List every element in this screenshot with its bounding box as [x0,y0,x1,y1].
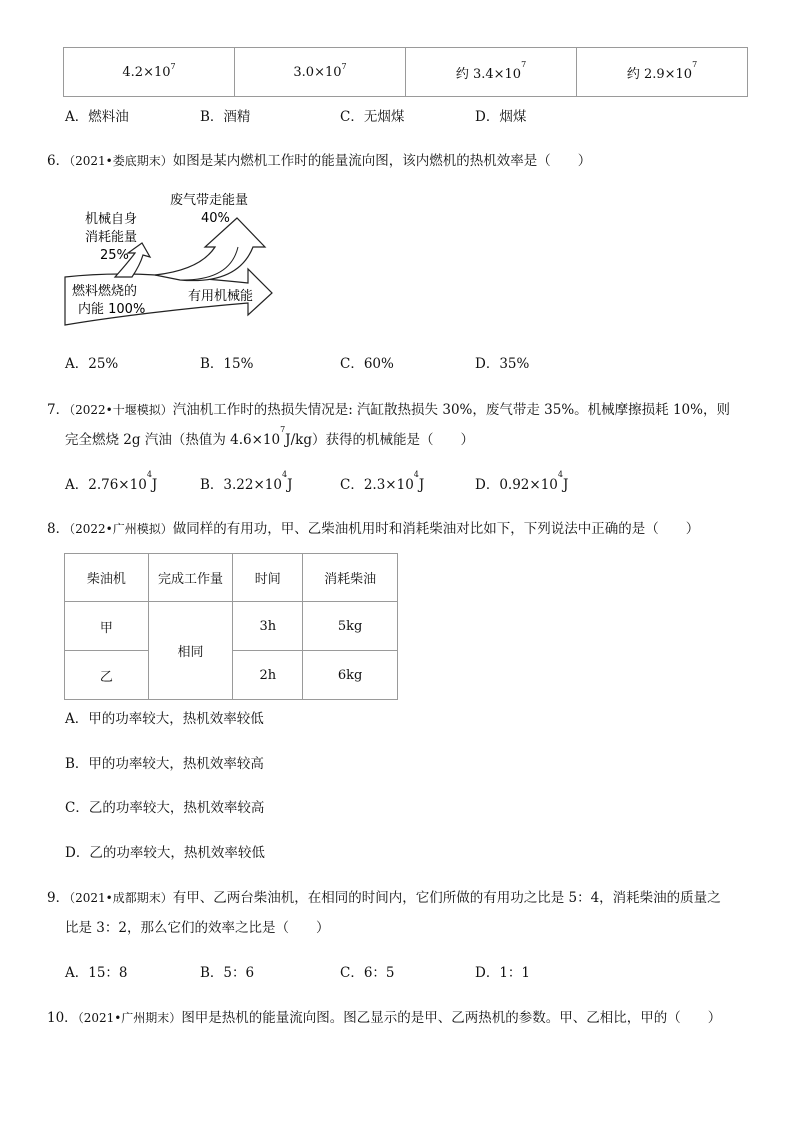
q5-cell-4: 约 $2.9\times 10^7$ [577,48,748,97]
q8-engine-yi: 乙 [65,651,149,700]
q7-stem-text: 汽油机工作时的热损失情况是: 汽缸散热损失 30%，废气带走 35%。机械摩擦损耗 10%，则 [172,402,730,418]
q6-fuel-label-2: 内能 100% [78,302,146,317]
q6-number: 6． [47,153,70,169]
q7-option-c[interactable]: C．$2.3\times 10^4J$ [340,470,425,493]
q5-cell-3: 约 $3.4\times 10^7$ [406,48,577,97]
q5-option-d[interactable]: D．烟煤 [475,109,527,125]
q6-mech-label-2: 消耗能量 [85,230,138,245]
q5-cell-1: $4.2\times 10^7$ [64,48,235,97]
q8-time-yi: 2h [233,651,303,700]
q6-option-c[interactable]: C．60% [340,356,394,372]
q8-header-fuel: 消耗柴油 [303,554,398,602]
q8-option-d[interactable]: D．乙的功率较大，热机效率较低 [65,845,265,861]
q6-stem-text: 如图是某内燃机工作时的能量流向图，该内燃机的热机效率是（ ） [172,153,592,169]
q6-exhaust-label: 废气带走能量 [170,193,249,208]
q6-source: （2021•娄底期末） [69,154,173,168]
q5-option-a[interactable]: A．燃料油 [65,109,129,125]
q9-option-b[interactable]: B．5：6 [200,965,255,981]
q6-mech-label-1: 机械自身 [85,212,138,227]
q8-header-work: 完成工作量 [148,554,233,602]
table-row [65,602,398,651]
q6-stem [47,149,591,169]
q6-option-a[interactable]: A．25% [65,356,119,372]
q8-source: （2022•广州模拟） [69,522,173,536]
q9-stem-line-2: 比是 3：2，那么它们的效率之比是（ ） [65,920,330,936]
q9-option-c[interactable]: C．6：5 [340,965,395,981]
q8-stem-text: 做同样的有用功，甲、乙柴油机用时和消耗柴油对比如下，下列说法中正确的是（ ） [172,521,700,537]
q8-fuel-jia: 5kg [303,602,398,651]
q8-number: 8． [47,521,70,537]
q8-engine-jia: 甲 [65,602,149,651]
q8-time-jia: 3h [233,602,303,651]
q8-header-engine: 柴油机 [65,554,149,602]
q8-option-c[interactable]: C．乙的功率较大，热机效率较高 [65,800,265,816]
q10-source: （2021•广州期末） [77,1011,182,1025]
q6-option-b[interactable]: B．15% [200,356,254,372]
q7-stem-line-2: 完全燃烧 2g 汽油（热值为 $4.6\times 10^7J/kg$）获得的机械能是（ ） [65,425,474,448]
q9-number: 9． [47,890,70,906]
q7-stem-line-1 [47,398,730,418]
q8-option-b[interactable]: B．甲的功率较大，热机效率较高 [65,756,264,772]
q5-option-b[interactable]: B．酒精 [200,109,251,125]
q6-energy-flow-diagram [60,185,290,330]
q9-source: （2021•成都期末） [69,891,173,905]
q8-stem [47,517,699,537]
q8-work-same: 相同 [148,602,233,700]
q6-useful-label: 有用机械能 [188,289,254,304]
q7-number: 7． [47,402,70,418]
q9-stem-text: 有甲、乙两台柴油机，在相同的时间内，它们所做的有用功之比是 5：4，消耗柴油的质量之 [172,890,721,906]
q10-stem-text: 图甲是热机的能量流向图。图乙显示的是甲、乙两热机的参数。甲、乙相比，甲的（ ） [181,1010,722,1026]
q5-option-c[interactable]: C．无烟煤 [340,109,405,125]
q8-header-time: 时间 [233,554,303,602]
q5-cell-2: $3.0\times 10^7$ [235,48,406,97]
q10-stem [47,1006,721,1026]
q9-option-d[interactable]: D．1：1 [475,965,531,981]
q5-heat-value-table [63,47,748,97]
q7-option-b[interactable]: B．$3.22\times 10^4J$ [200,470,293,493]
q6-option-d[interactable]: D．35% [475,356,530,372]
q9-stem-line-1 [47,886,721,906]
q8-fuel-yi: 6kg [303,651,398,700]
q7-option-a[interactable]: A．$2.76\times 10^4J$ [65,470,158,493]
q8-comparison-table [64,553,398,700]
q6-mech-pct: 25% [100,248,129,263]
q7-option-d[interactable]: D．$0.92\times 10^4J$ [475,470,569,493]
q9-option-a[interactable]: A．15：8 [65,965,128,981]
q10-number: 10． [47,1010,78,1026]
q6-fuel-label-1: 燃料燃烧的 [72,284,138,299]
q6-exhaust-pct: 40% [201,211,230,226]
q8-option-a[interactable]: A．甲的功率较大，热机效率较低 [65,711,264,727]
q7-source: （2022•十堰模拟） [69,403,173,417]
